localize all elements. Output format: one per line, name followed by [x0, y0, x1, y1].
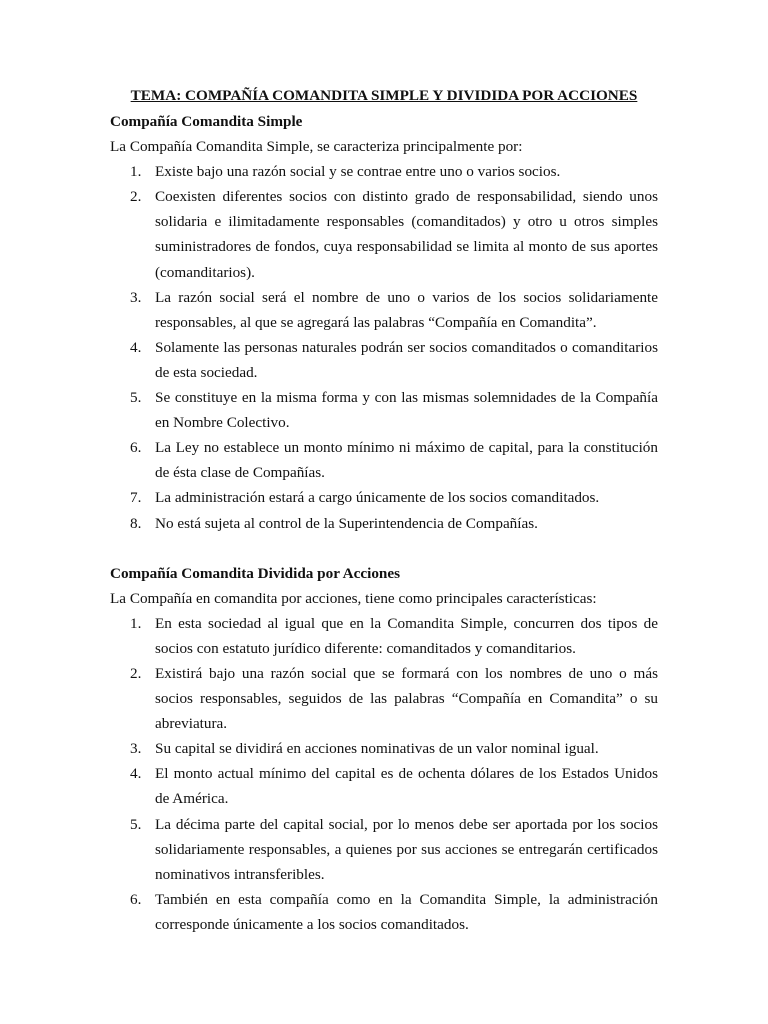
- item-number: 2.: [130, 188, 142, 206]
- section-intro: La Compañía en comandita por acciones, tiene como principales características:: [110, 589, 597, 607]
- item-text: No está sujeta al control de la Superintendencia de Compañías.: [155, 514, 538, 532]
- item-number: 7.: [130, 489, 142, 507]
- list-item: [110, 385, 658, 435]
- item-number: 6.: [130, 439, 142, 457]
- item-text: El monto actual mínimo del capital es de ochenta dólares de los Estados Unidos de América.: [155, 765, 658, 808]
- item-text: Su capital se dividirá en acciones nominativas de un valor nominal igual.: [155, 740, 599, 758]
- item-number: 5.: [130, 389, 142, 407]
- item-number: 5.: [130, 815, 142, 833]
- list-item: [110, 511, 658, 536]
- section-comandita-acciones: [110, 561, 658, 937]
- section-intro: La Compañía Comandita Simple, se caracteriza principalmente por:: [110, 138, 523, 156]
- item-text: También en esta compañía como en la Comandita Simple, la administración corresponde únicamente a los socios comanditados.: [155, 890, 658, 933]
- list-item: [110, 285, 658, 335]
- list-item: [110, 736, 658, 761]
- item-text: La razón social será el nombre de uno o varios de los socios solidariamente responsables, al que se agregará las palabras “Compañía en Comandita”.: [155, 288, 658, 331]
- document-title: TEMA: COMPAÑÍA COMANDITA SIMPLE Y DIVIDIDA POR ACCIONES: [130, 87, 638, 104]
- item-number: 4.: [130, 765, 142, 783]
- item-number: 1.: [130, 614, 142, 632]
- list-item: [110, 761, 658, 811]
- item-text: Existe bajo una razón social y se contrae entre uno o varios socios.: [155, 163, 561, 181]
- section-heading: Compañía Comandita Simple: [110, 113, 303, 130]
- list-item: [110, 159, 658, 184]
- item-number: 3.: [130, 740, 142, 758]
- list-item: [110, 335, 658, 385]
- list-item: [110, 661, 658, 736]
- section-heading: Compañía Comandita Dividida por Acciones: [110, 564, 401, 582]
- item-number: 1.: [130, 163, 142, 181]
- list-item: [110, 184, 658, 284]
- list-item: [110, 485, 658, 510]
- item-text: La décima parte del capital social, por lo menos debe ser aportada por los socios solidariamente responsables, a quienes por sus acciones se entregarán certificados nominativos intransferibles.: [155, 815, 658, 883]
- item-number: 4.: [130, 338, 142, 356]
- characteristics-list: [110, 159, 658, 535]
- list-item: [110, 611, 658, 661]
- item-number: 8.: [130, 514, 142, 532]
- list-item: [110, 812, 658, 887]
- item-text: Existirá bajo una razón social que se formará con los nombres de uno o más socios responsables, seguidos de las palabras “Compañía en Comandita” o su abreviatura.: [155, 664, 658, 733]
- list-item: [110, 435, 658, 485]
- item-text: En esta sociedad al igual que en la Comandita Simple, concurren dos tipos de socios con estatuto jurídico diferente: comanditados y comanditarios.: [155, 614, 658, 657]
- section-divider-space: [110, 536, 658, 561]
- item-text: Coexisten diferentes socios con distinto grado de responsabilidad, siendo unos solidaria e ilimitadamente responsables (comanditados) y otro u otros simples suministradores de fondos, cuya responsabilidad se limita al monto de sus aportes (comanditarios).: [155, 188, 658, 281]
- document-content: [110, 84, 658, 937]
- item-text: La administración estará a cargo únicamente de los socios comanditados.: [155, 489, 600, 507]
- item-text: Solamente las personas naturales podrán ser socios comanditados o comanditarios de esta sociedad.: [155, 338, 658, 381]
- characteristics-list: [110, 611, 658, 937]
- item-number: 6.: [130, 890, 142, 908]
- section-comandita-simple: [110, 109, 658, 536]
- list-item: [110, 887, 658, 937]
- item-text: Se constituye en la misma forma y con las mismas solemnidades de la Compañía en Nombre Colectivo.: [155, 389, 658, 432]
- item-text: La Ley no establece un monto mínimo ni máximo de capital, para la constitución de ésta clase de Compañías.: [155, 439, 658, 482]
- item-number: 2.: [130, 664, 142, 682]
- item-number: 3.: [130, 288, 142, 306]
